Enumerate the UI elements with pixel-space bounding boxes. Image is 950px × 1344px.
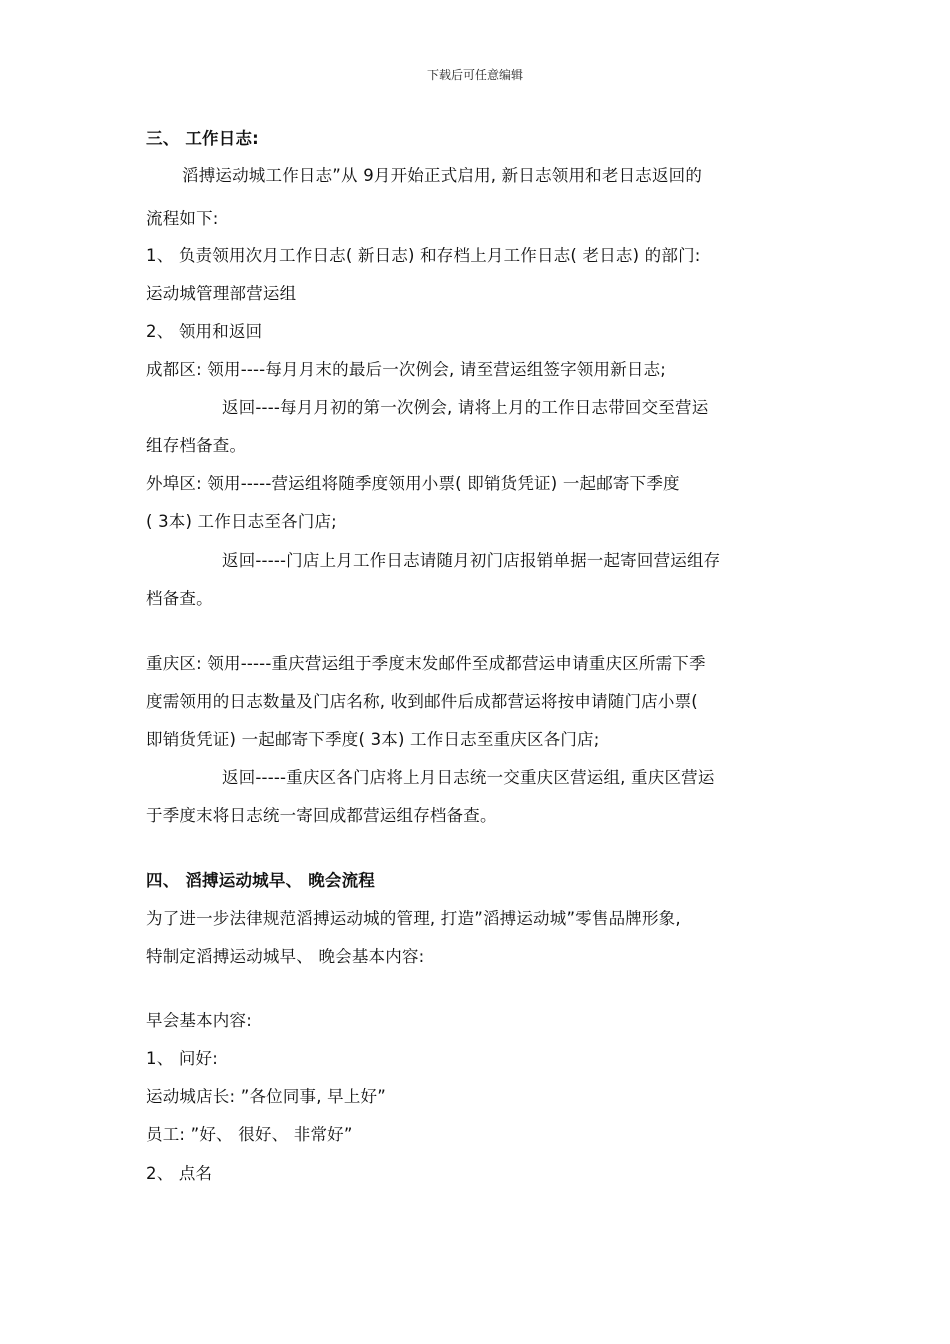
paragraph-line: ( 3本) 工作日志至各门店; [146, 512, 337, 531]
section-three-heading: 三、 工作日志: [146, 129, 259, 148]
subheading-morning: 早会基本内容: [146, 1011, 252, 1030]
paragraph-line: 组存档备查。 [146, 436, 247, 455]
chengdu-return-line: 返回----每月月初的第一次例会, 请将上月的工作日志带回交至营运 [222, 398, 709, 417]
list-item-2: 2、 点名 [146, 1164, 213, 1183]
waibu-line: 外埠区: 领用-----营运组将随季度领用小票( 即销货凭证) 一起邮寄下季度 [146, 474, 680, 493]
list-item-1: 1、 问好: [146, 1049, 219, 1068]
paragraph-line: 即销货凭证) 一起邮寄下季度( 3本) 工作日志至重庆区各门店; [146, 730, 600, 749]
paragraph-line: 特制定滔搏运动城早、 晚会基本内容: [146, 947, 425, 966]
section-four-heading: 四、 滔搏运动城早、 晚会流程 [146, 871, 375, 890]
paragraph-line: 于季度末将日志统一寄回成都营运组存档备查。 [146, 806, 497, 825]
list-item-1: 1、 负责领用次月工作日志( 新日志) 和存档上月工作日志( 老日志) 的部门: [146, 246, 701, 265]
paragraph-line: 流程如下: [146, 209, 219, 228]
paragraph-line: 滔搏运动城工作日志”从 9月开始正式启用, 新日志领用和老日志返回的 [182, 166, 703, 185]
paragraph-line: 运动城店长: ”各位同事, 早上好” [146, 1087, 386, 1106]
chengdu-line: 成都区: 领用----每月月末的最后一次例会, 请至营运组签字领用新日志; [146, 360, 667, 379]
paragraph-line: 度需领用的日志数量及门店名称, 收到邮件后成都营运将按申请随门店小票( [146, 692, 698, 711]
paragraph-line: 运动城管理部营运组 [146, 284, 297, 303]
page-header: 下载后可任意编辑 [426, 68, 523, 82]
waibu-return-line: 返回-----门店上月工作日志请随月初门店报销单据一起寄回营运组存 [222, 551, 721, 570]
chongqing-line: 重庆区: 领用-----重庆营运组于季度末发邮件至成都营运申请重庆区所需下季 [146, 654, 706, 673]
paragraph-line: 员工: ”好、 很好、 非常好” [146, 1125, 353, 1144]
paragraph-line: 为了进一步法律规范滔搏运动城的管理, 打造”滔搏运动城”零售品牌形象, [146, 909, 681, 928]
chongqing-return-line: 返回-----重庆区各门店将上月日志统一交重庆区营运组, 重庆区营运 [222, 768, 715, 787]
list-item-2: 2、 领用和返回 [146, 322, 263, 341]
paragraph-line: 档备查。 [146, 589, 213, 608]
